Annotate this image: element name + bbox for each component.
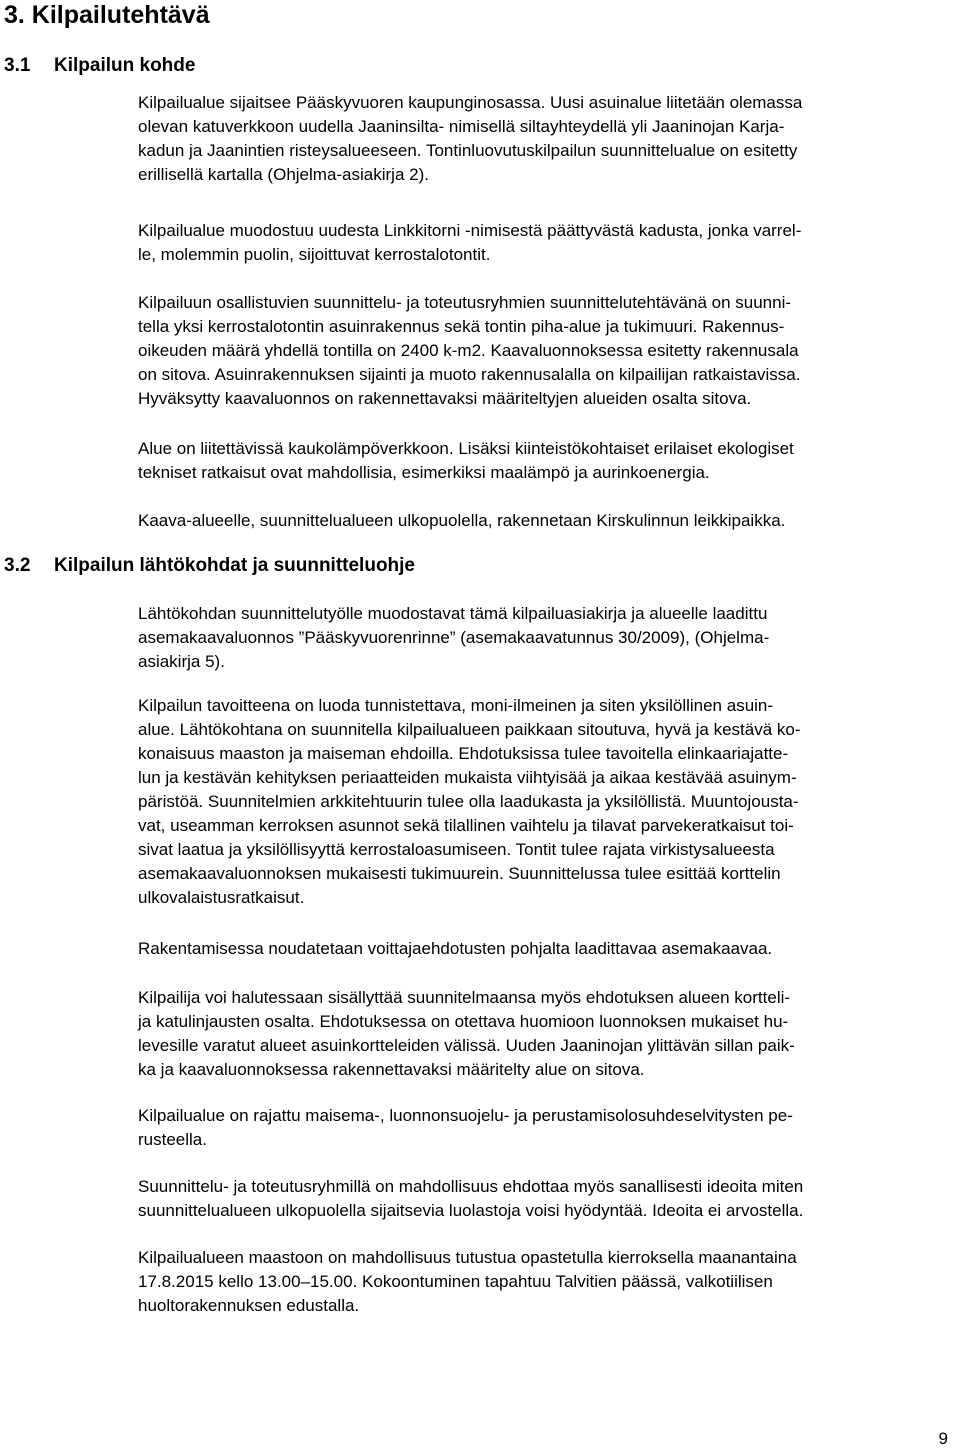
text-line: le, molemmin puolin, sijoittuvat kerrostalotontit. — [138, 245, 491, 264]
text-line: lun ja kestävän kehityksen periaatteiden mukaista viihtyisää ja aikaa kestävää asuinym- — [138, 768, 797, 787]
text-line: tella yksi kerrostalotontin asuinrakennus sekä tontin piha-alue ja tukimuuri. Rakennus- — [138, 317, 785, 336]
text-line: asiakirja 5). — [138, 652, 225, 671]
text-line: asemakaavaluonnoksen mukaisesti tukimuurein. Suunnittelussa tulee esittää korttelin — [138, 864, 781, 883]
paragraph-site-visit — [138, 1246, 797, 1318]
section-heading-3-1 — [4, 54, 195, 78]
text-line: oikeuden määrä yhdellä tontilla on 2400 k-m2. Kaavaluonnoksessa esitetty rakennusala — [138, 341, 799, 360]
section-number: 3.2 — [4, 555, 31, 576]
text-line: Kilpailija voi halutessaan sisällyttää suunnitelmaansa myös ehdotuksen alueen kortteli- — [138, 988, 791, 1007]
text-line: Alue on liitettävissä kaukolämpöverkkoon. Lisäksi kiinteistökohtaiset erilaiset ekologiset — [138, 439, 794, 458]
paragraph-basis — [138, 602, 769, 674]
section-number: 3.1 — [4, 55, 31, 76]
text-line: Kilpailualueen maastoon on mahdollisuus tutustua opastetulla kierroksella maanantaina — [138, 1248, 797, 1267]
text-line: ja katulinjausten osalta. Ehdotuksessa on otettava huomioon luonnoksen mukaiset hu- — [138, 1012, 789, 1031]
text-line: ka ja kaavaluonnoksessa rakennettavaksi määritelty alue on sitova. — [138, 1060, 645, 1079]
paragraph-heating — [138, 437, 794, 485]
section-heading-3-2 — [4, 554, 415, 578]
text-line: asemakaavaluonnos ”Pääskyvuorenrinne” (asemakaavatunnus 30/2009), (Ohjelma- — [138, 628, 770, 647]
text-line: levesille varatut alueet asuinkortteleiden välissä. Uuden Jaaninojan ylittävän sillan paik- — [138, 1036, 795, 1055]
paragraph-street — [138, 219, 801, 267]
text-line: kadun ja Jaanintien risteysalueeseen. Tontinluovutuskilpailun suunnittelualue on esitetty — [138, 141, 798, 160]
paragraph-goals — [138, 694, 801, 910]
text-line: Kilpailuun osallistuvien suunnittelu- ja toteutusryhmien suunnittelutehtävänä on suunni- — [138, 293, 792, 312]
paragraph-caves — [138, 1175, 803, 1223]
text-line: suunnittelualueen ulkopuolella sijaitsevia luolastoja voisi hyödyntää. Ideoita ei arvostella. — [138, 1201, 804, 1220]
paragraph-task — [138, 291, 800, 411]
paragraph-zoning — [138, 937, 772, 961]
text-line: vat, useamman kerroksen asunnot sekä tilallinen vaihtelu ja tilavat parvekeratkaisut toi- — [138, 816, 794, 835]
text-line: huoltorakennuksen edustalla. — [138, 1296, 360, 1315]
text-line: Kaava-alueelle, suunnittelualueen ulkopuolella, rakennetaan Kirskulinnun leikkipaikka. — [138, 511, 786, 530]
text-line: Suunnittelu- ja toteutusryhmillä on mahdollisuus ehdottaa myös sanallisesti ideoita miten — [138, 1177, 804, 1196]
text-line: Kilpailualue muodostuu uudesta Linkkitorni -nimisestä päättyvästä kadusta, jonka varrel- — [138, 221, 802, 240]
text-line: konaisuus maaston ja maiseman ehdoilla. Ehdotuksissa tulee tavoitella elinkaariajatte- — [138, 744, 789, 763]
text-line: Kilpailualue on rajattu maisema-, luonnonsuojelu- ja perustamisolosuhdeselvitysten pe- — [138, 1106, 793, 1125]
text-line: Kilpailun tavoitteena on luoda tunnistettava, moni-ilmeinen ja siten yksilöllinen asuin- — [138, 696, 774, 715]
text-line: Hyväksytty kaavaluonnos on rakennettavaksi määriteltyjen alueiden osalta sitova. — [138, 389, 752, 408]
section-title: Kilpailun lähtökohdat ja suunnitteluohje — [54, 555, 415, 576]
text-line: alue. Lähtökohtana on suunnitella kilpailualueen paikkaan sitoutuva, hyvä ja kestävä ko- — [138, 720, 801, 739]
paragraph-block-layout — [138, 986, 795, 1082]
text-line: ulkovalaistusratkaisut. — [138, 888, 305, 907]
paragraph-boundary — [138, 1104, 793, 1152]
text-line: tekniset ratkaisut ovat mahdollisia, esimerkiksi maalämpö ja aurinkoenergia. — [138, 463, 710, 482]
page-number: 9 — [938, 1429, 948, 1448]
paragraph-playground — [138, 509, 785, 533]
paragraph-location — [138, 91, 802, 187]
section-title: Kilpailun kohde — [54, 55, 196, 76]
text-line: päristöä. Suunnitelmien arkkitehtuurin tulee olla laadukasta ja yksilöllistä. Muuntojousta- — [138, 792, 799, 811]
text-line: Lähtökohdan suunnittelutyölle muodostavat tämä kilpailuasiakirja ja alueelle laadittu — [138, 604, 768, 623]
text-line: erillisellä kartalla (Ohjelma-asiakirja 2). — [138, 165, 429, 184]
text-line: on sitova. Asuinrakennuksen sijainti ja muoto rakennusalalla on kilpailijan ratkaistavissa. — [138, 365, 801, 384]
text-line: olevan katuverkkoon uudella Jaaninsilta- nimisellä siltayhteydellä yli Jaaninojan Karja- — [138, 117, 785, 136]
text-line: Rakentamisessa noudatetaan voittajaehdotusten pohjalta laadittavaa asemakaavaa. — [138, 939, 773, 958]
text-line: sivat laatua ja yksilöllisyyttä kerrostaloasumiseen. Tontit tulee rajata virkistysalueesta — [138, 840, 775, 859]
text-line: 17.8.2015 kello 13.00–15.00. Kokoontuminen tapahtuu Talvitien päässä, valkotiilisen — [138, 1272, 773, 1291]
text-line: rusteella. — [138, 1130, 207, 1149]
chapter-heading: 3. Kilpailutehtävä — [4, 1, 210, 29]
text-line: Kilpailualue sijaitsee Pääskyvuoren kaupunginosassa. Uusi asuinalue liitetään olemassa — [138, 93, 803, 112]
